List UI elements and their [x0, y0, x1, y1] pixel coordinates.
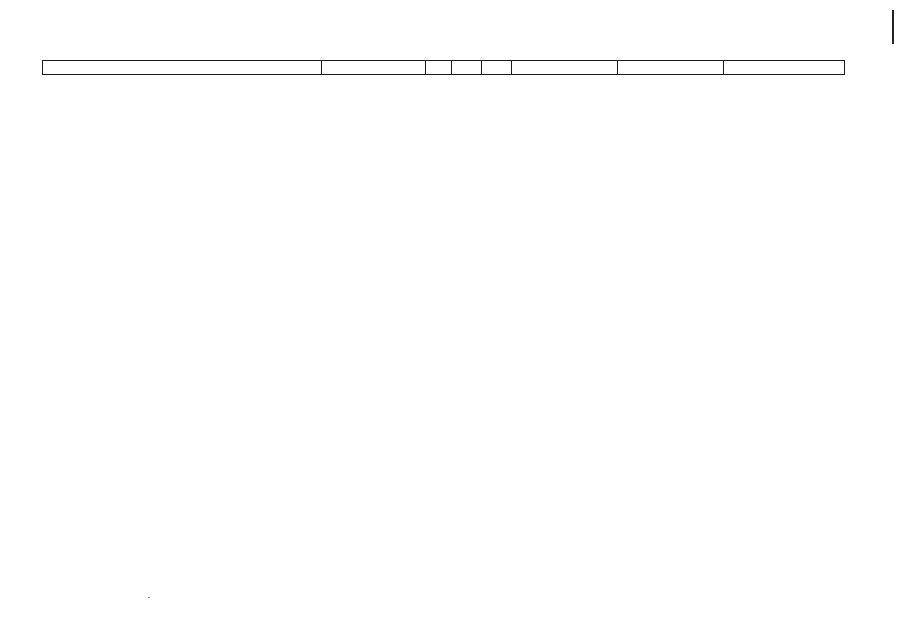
scan-edge-mark	[892, 10, 894, 44]
header-col-8	[723, 61, 845, 74]
header-col-7	[617, 61, 723, 74]
table-header	[42, 60, 845, 75]
header-col-3	[425, 61, 451, 74]
scan-speck	[148, 597, 150, 598]
header-col-4	[451, 61, 481, 74]
header-col-6	[511, 61, 617, 74]
header-col-1	[43, 61, 321, 74]
header-col-5	[481, 61, 511, 74]
header-col-2	[321, 61, 425, 74]
